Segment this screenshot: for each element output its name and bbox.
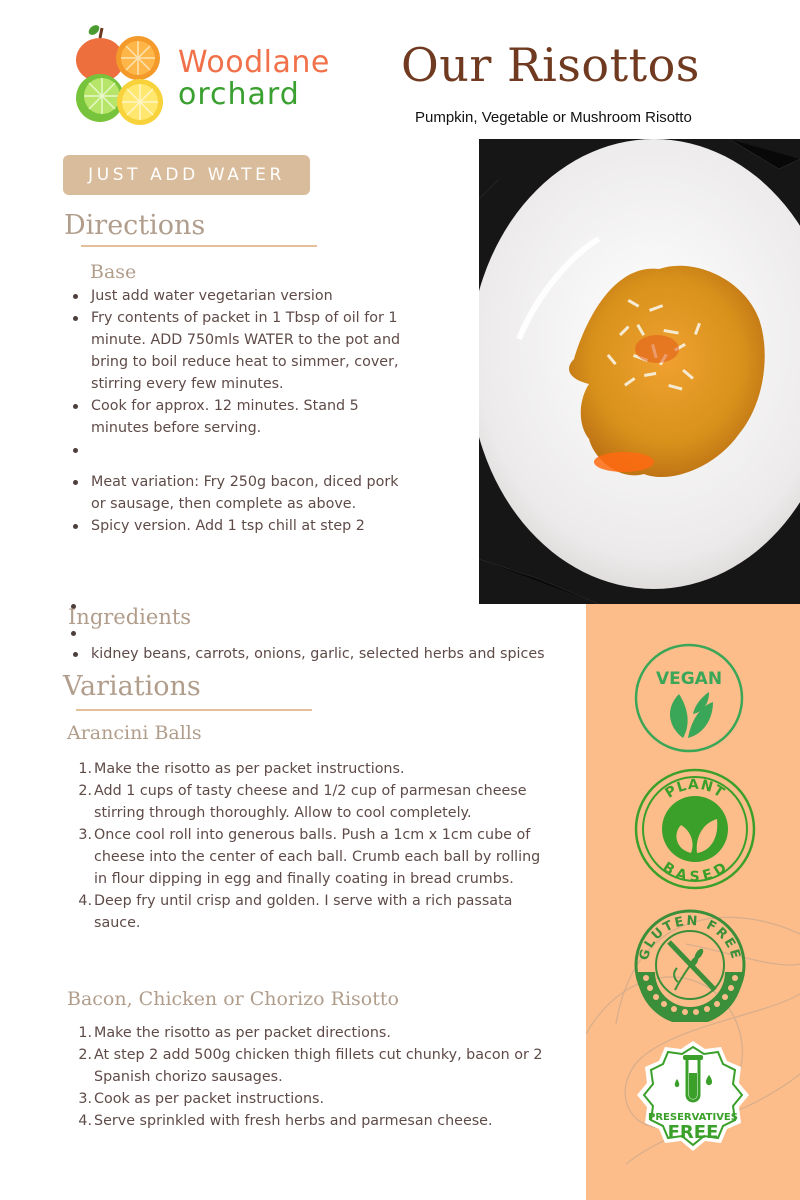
ingredients-heading: Ingredients: [68, 605, 192, 629]
svg-text:BASED: BASED: [659, 859, 731, 886]
svg-text:PRESERVATIVES: PRESERVATIVES: [648, 1112, 738, 1123]
page-subtitle: Pumpkin, Vegetable or Mushroom Risotto: [415, 109, 692, 126]
list-item: Fry contents of packet in 1 Tbsp of oil for 1 minute. ADD 750mls WATER to the pot and bring to boil reduce heat to simmer, cover, stirring every few minutes.: [64, 307, 414, 395]
risotto-plate-image: [479, 139, 800, 604]
brand-name-line2: orchard: [178, 77, 300, 112]
variations-underline: [76, 709, 312, 711]
gluten-free-badge: [633, 908, 747, 1026]
step-item: 2. Add 1 cups of tasty cheese and 1/2 cup of parmesan cheese stirring through thoroughly. Allow to cool completely.: [78, 783, 527, 821]
arancini-steps: [67, 758, 557, 934]
risotto-photo: [479, 139, 800, 604]
meat-variation-steps: [67, 1022, 577, 1132]
preservatives-free-badge: [627, 1037, 759, 1161]
brand-name-line1: Woodlane: [178, 45, 330, 80]
list-item-empty: [64, 439, 414, 471]
vegan-badge: [633, 642, 745, 758]
test-tube-icon: [627, 1037, 759, 1157]
directions-list: [64, 285, 414, 537]
plant-based-badge: [633, 767, 757, 895]
list-item: Meat variation: Fry 250g bacon, diced pork or sausage, then complete as above.: [64, 471, 414, 515]
meat-variation-heading: Bacon, Chicken or Chorizo Risotto: [67, 988, 399, 1010]
step-item: 1. Make the risotto as per packet directions.: [78, 1025, 391, 1041]
variations-heading: Variations: [63, 671, 201, 702]
fruit-slices-logo-icon: [70, 20, 180, 130]
page-title: Our Risottos: [401, 38, 700, 92]
ingredients-list: [64, 643, 624, 665]
list-item: Spicy version. Add 1 tsp chill at step 2: [64, 515, 414, 537]
wheat-crossed-icon: [633, 908, 747, 1022]
step-item: 4. Serve sprinkled with fresh herbs and parmesan cheese.: [78, 1113, 493, 1129]
step-item: 1. Make the risotto as per packet instructions.: [78, 761, 405, 777]
step-item: 3. Cook as per packet instructions.: [78, 1091, 325, 1107]
svg-text:GLUTEN FREE: GLUTEN FREE: [636, 913, 744, 963]
leaf-icon: [633, 642, 745, 754]
step-item: 4. Deep fry until crisp and golden. I serve with a rich passata sauce.: [78, 893, 513, 931]
directions-heading: Directions: [64, 210, 206, 241]
svg-text:PLANT: PLANT: [662, 776, 728, 802]
brand-logo: [70, 20, 330, 130]
step-item: 3. Once cool roll into generous balls. Push a 1cm x 1cm cube of cheese into the center of each ball. Crumb each ball by rolling in flour dipping in egg and finally coating in bread crumbs.: [78, 827, 541, 887]
stray-bullet: [71, 631, 76, 636]
arancini-heading: Arancini Balls: [67, 722, 202, 744]
list-item: kidney beans, carrots, onions, garlic, selected herbs and spices: [64, 643, 624, 665]
directions-underline: [81, 245, 317, 247]
svg-text:VEGAN: VEGAN: [655, 669, 723, 689]
base-subheading: Base: [90, 261, 137, 283]
list-item: Cook for approx. 12 minutes. Stand 5 minutes before serving.: [64, 395, 414, 439]
just-add-water-badge: JUST ADD WATER: [63, 155, 310, 195]
step-item: 2. At step 2 add 500g chicken thigh fillets cut chunky, bacon or 2 Spanish chorizo sausages.: [78, 1047, 543, 1085]
plant-leaf-icon: [633, 767, 757, 891]
list-item: Just add water vegetarian version: [64, 285, 414, 307]
brand-wordmark: [178, 45, 330, 112]
svg-text:FREE: FREE: [667, 1122, 719, 1143]
